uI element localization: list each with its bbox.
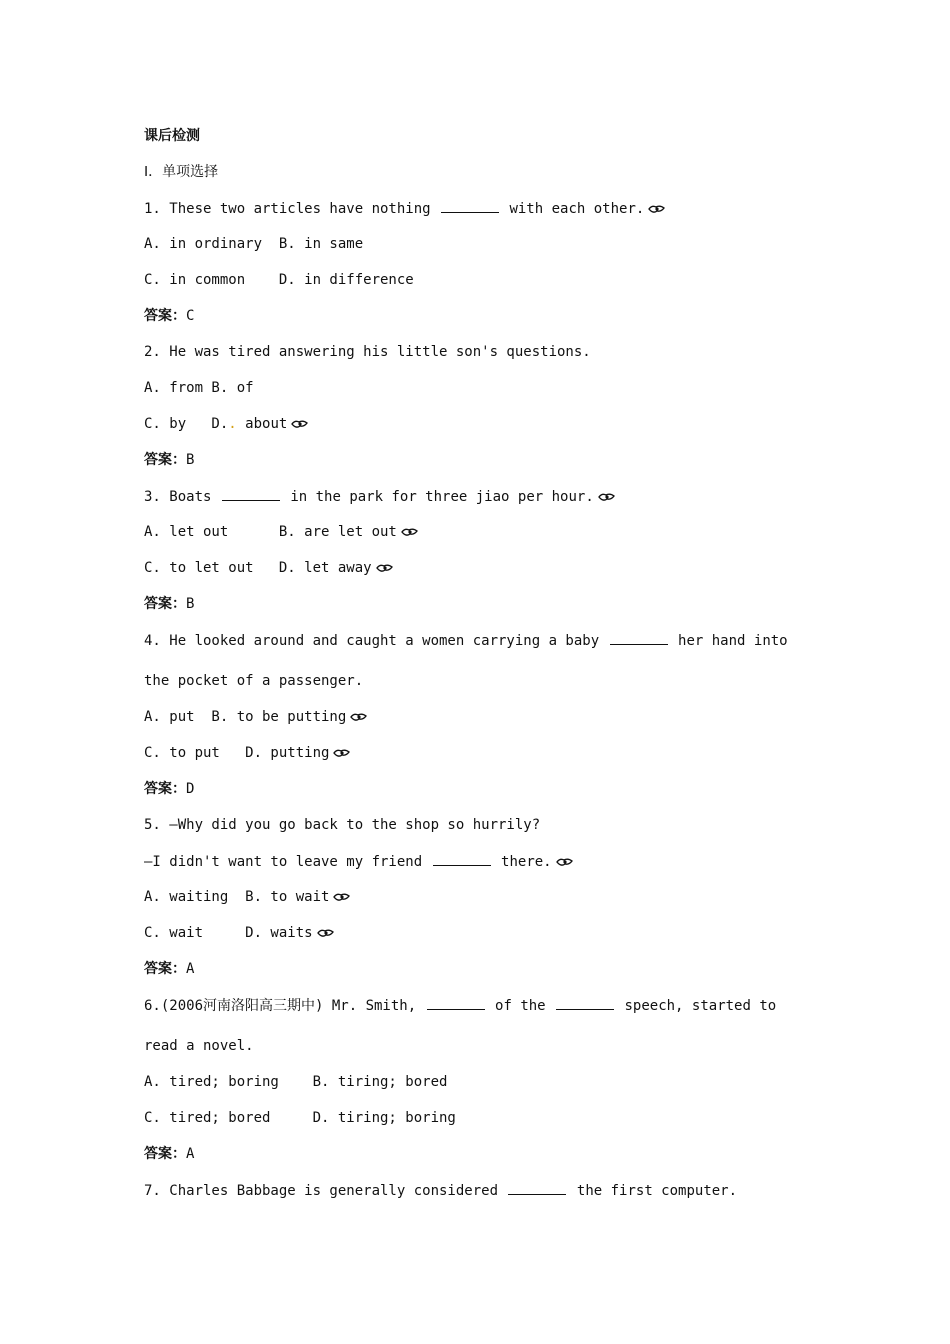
question-4-stem: 4. He looked around and caught a women carrying a baby her hand into (144, 630, 788, 651)
answer-blank (441, 198, 499, 213)
hand-pointer-icon (333, 891, 351, 903)
question-5-answer: 答案：A (144, 961, 195, 977)
question-3-answer: 答案：B (144, 596, 195, 612)
hand-pointer-icon (556, 856, 574, 868)
question-5-options-cd: C. wait D. waits (144, 923, 335, 943)
question-2-options-cd: C. by D.. about (144, 414, 309, 434)
question-4-options-ab: A. put B. to be putting (144, 707, 368, 727)
question-5-line-1: 5. —Why did you go back to the shop so hurrily? (144, 817, 541, 833)
question-5-line-2: —I didn't want to leave my friend there. (144, 851, 574, 872)
question-1-options-cd: C. in common D. in difference (144, 272, 414, 288)
answer-blank (556, 995, 614, 1010)
question-7-stem: 7. Charles Babbage is generally considered the first computer. (144, 1180, 737, 1201)
question-3-stem: 3. Boats in the park for three jiao per hour. (144, 486, 616, 507)
hand-pointer-icon (376, 562, 394, 574)
answer-blank (433, 851, 491, 866)
question-5-options-ab: A. waiting B. to wait (144, 887, 351, 907)
hand-pointer-icon (317, 927, 335, 939)
question-2-options-ab: A. from B. of (144, 380, 254, 396)
question-2-answer: 答案：B (144, 452, 195, 468)
answer-blank (427, 995, 485, 1010)
hand-pointer-icon (350, 711, 368, 723)
question-6-options-ab: A. tired; boring B. tiring; bored (144, 1074, 448, 1090)
question-1-options-ab: A. in ordinary B. in same (144, 236, 364, 252)
question-1-stem: 1. These two articles have nothing with each other. (144, 198, 666, 219)
answer-blank (222, 486, 280, 501)
hand-pointer-icon (598, 491, 616, 503)
hand-pointer-icon (401, 526, 419, 538)
hand-pointer-icon (291, 418, 309, 430)
question-4-options-cd: C. to put D. putting (144, 743, 351, 763)
question-3-options-ab: A. let out B. are let out (144, 522, 419, 542)
question-6-stem-continued: read a novel. (144, 1038, 254, 1054)
question-4-stem-continued: the pocket of a passenger. (144, 673, 364, 689)
question-6-stem: 6.(2006河南洛阳高三期中) Mr. Smith, of the speech, started to (144, 995, 776, 1016)
question-6-options-cd: C. tired; bored D. tiring; boring (144, 1110, 456, 1126)
hand-pointer-icon (333, 747, 351, 759)
question-6-answer: 答案：A (144, 1146, 195, 1162)
answer-blank (610, 630, 668, 645)
question-4-answer: 答案：D (144, 781, 195, 797)
hand-pointer-icon (648, 203, 666, 215)
question-1-answer: 答案：C (144, 308, 195, 324)
question-2-stem: 2. He was tired answering his little son's questions. (144, 344, 591, 360)
answer-blank (508, 1180, 566, 1195)
page-title: 课后检测 (144, 128, 200, 144)
section-heading: Ⅰ．单项选择 (144, 164, 219, 180)
question-3-options-cd: C. to let out D. let away (144, 558, 394, 578)
